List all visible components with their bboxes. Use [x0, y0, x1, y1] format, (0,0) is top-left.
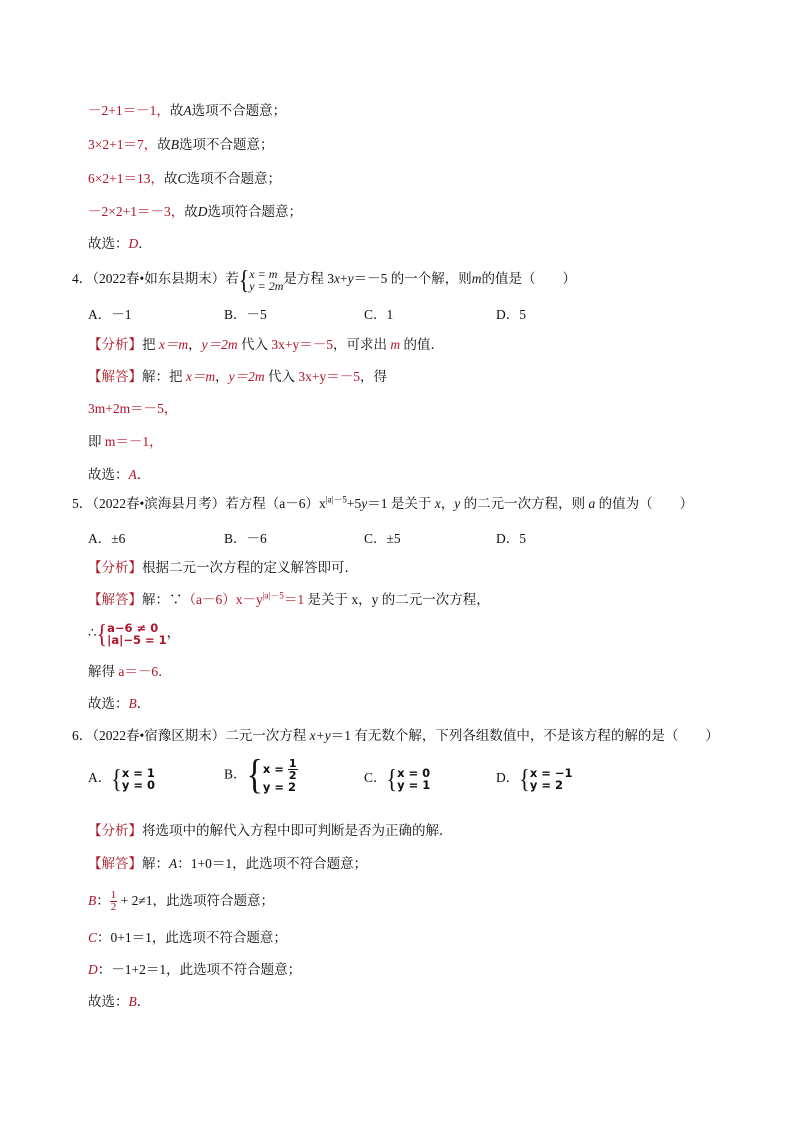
option-d [496, 763, 573, 794]
equation: 3x+y＝－5 [271, 337, 333, 352]
brace: { [386, 763, 398, 794]
q5-answer [88, 695, 150, 713]
option-b: B．－5 [224, 307, 267, 322]
y: y [361, 496, 368, 511]
mid: 代入 [264, 369, 299, 384]
m: m [390, 337, 401, 352]
q4-step2 [88, 433, 163, 451]
expr: －2×2+1＝－3， [88, 204, 185, 219]
expr: －2+1＝－1， [88, 103, 170, 118]
mid: 是方程 3 [283, 271, 335, 287]
q3-step-d [88, 203, 302, 221]
end: ，得 [360, 369, 387, 384]
rows [107, 622, 166, 646]
tail: 选项符合题意； [207, 204, 302, 219]
y: y [347, 271, 354, 287]
q6-analysis [88, 822, 453, 840]
head: 4．（2022春•如东县期末）若 [72, 271, 239, 287]
exponent: |a|－5 [325, 494, 347, 505]
rows [249, 268, 283, 292]
comma: ， [188, 337, 202, 352]
value: a＝－6． [118, 664, 172, 679]
eq: x+y [309, 728, 331, 743]
brace: { [111, 763, 122, 794]
denominator: 2 [110, 901, 117, 914]
option-a: A．－1 [88, 307, 132, 322]
row1: x = 1 [121, 765, 155, 780]
opt: C [177, 171, 187, 186]
period: ． [136, 696, 151, 711]
gu: 故 [184, 204, 198, 219]
end: ，可求出 [333, 337, 391, 352]
y2m: y＝2m [201, 337, 238, 352]
expr: 3×2+1＝7， [88, 137, 158, 152]
text-d: ：－1+2＝1，此选项不符合题意； [97, 962, 302, 977]
label-b: B [88, 893, 97, 908]
q6-solution [88, 855, 367, 873]
option-c: C．1 [364, 307, 394, 322]
label: D． [496, 770, 520, 785]
q4-solution [88, 368, 387, 386]
rest: ＝1 有无数个解，下列各组数值中，不是该方程的解的是（ ） [330, 728, 719, 743]
tail: 选项不合题意； [191, 103, 287, 118]
row1: a−6 ≠ 0 [107, 620, 159, 635]
comma: ， [215, 369, 229, 384]
row1: x = 0 [397, 765, 431, 780]
pre: 解： [142, 856, 169, 871]
pre: 把 [142, 337, 159, 352]
mid: 代入 [237, 337, 272, 352]
solution-tag: 【解答】 [88, 592, 142, 607]
q6-answer [88, 993, 150, 1011]
q5-conditions [88, 619, 180, 647]
analysis: 根据二元一次方程的定义解答即可． [142, 560, 358, 575]
opt: D [197, 204, 208, 219]
end: ， [166, 625, 181, 640]
q4-options [88, 303, 688, 321]
solution-tag: 【解答】 [88, 856, 142, 871]
numerator: 1 [110, 889, 117, 902]
text-b: + 2≠1，此选项符合题意； [117, 893, 275, 908]
row2: |a|−5 = 1 [107, 632, 167, 647]
q3-step-a [88, 102, 286, 120]
choose: 故选： [88, 696, 129, 711]
system [386, 763, 431, 794]
q4-analysis [88, 336, 444, 354]
tail: 是关于 x，y 的二元一次方程， [307, 592, 490, 607]
a: a [588, 496, 596, 511]
tail: 的值． [400, 337, 444, 352]
m: m [471, 271, 482, 287]
system-of-equations [238, 264, 284, 295]
row2: y = 2m [249, 279, 284, 293]
end: 的值为（ ） [595, 496, 694, 511]
mid: +5 [346, 496, 362, 511]
label-d: D [88, 962, 98, 977]
system [519, 763, 573, 794]
xm: x＝m [185, 369, 216, 384]
brace: { [519, 763, 530, 794]
choose: 故选： [88, 236, 129, 251]
y2m: y＝2m [228, 369, 265, 384]
brace: { [96, 618, 108, 649]
row2: y = 2 [529, 777, 563, 792]
analysis: 将选项中的解代入方程中即可判断是否为正确的解． [142, 823, 453, 838]
q6-question [72, 727, 719, 745]
pre: 解：把 [142, 369, 186, 384]
q6-step-d [88, 961, 301, 979]
q3-step-c [88, 170, 281, 188]
condition-system [96, 618, 167, 649]
option-b: B．－6 [224, 531, 267, 546]
end: 的值是（ ） [481, 271, 577, 287]
row1: x = −1 [529, 765, 573, 780]
tail: 的二元一次方程，则 [460, 496, 589, 511]
period: ． [136, 467, 151, 482]
row2: y = 1 [397, 777, 431, 792]
exponent: |a|－5 [262, 590, 284, 601]
tail: 选项不合题意； [186, 171, 281, 186]
text-a: ：1+0＝1，此选项不符合题意； [177, 856, 368, 871]
row1 [263, 758, 298, 781]
q5-analysis [88, 559, 358, 577]
pre: 解得 [88, 664, 119, 679]
option-b [224, 752, 298, 798]
option-d: D．5 [496, 531, 526, 546]
equation: （a－6）x－y [182, 592, 263, 607]
x: x [434, 496, 441, 511]
label-c: C [88, 930, 98, 945]
q5-solution [88, 591, 490, 609]
row2: y = 2 [262, 780, 296, 794]
period: ． [136, 994, 151, 1009]
answer: A [128, 467, 137, 482]
xm: x＝m [158, 337, 189, 352]
q6-step-b [88, 888, 274, 914]
q3-step-b [88, 136, 273, 154]
q5-question [72, 495, 693, 513]
q4-question [72, 264, 577, 295]
text-c: ：0+1＝1，此选项不符合题意； [97, 930, 287, 945]
pre: 解：∵ [142, 592, 183, 607]
analysis-tag: 【分析】 [88, 560, 142, 575]
row1: x = m [249, 267, 278, 281]
comma: ， [440, 496, 455, 511]
head: 6．（2022春•宿豫区期末）二元一次方程 [72, 728, 310, 743]
option-d: D．5 [496, 307, 526, 322]
expr: 6×2+1＝13， [88, 171, 164, 186]
label: A． [88, 770, 112, 785]
brace: { [238, 264, 250, 295]
label: C． [364, 770, 387, 785]
opt: A [183, 103, 192, 118]
gu: 故 [157, 137, 171, 152]
analysis-tag: 【分析】 [88, 337, 142, 352]
equation: 3x+y＝－5 [298, 369, 360, 384]
choose: 故选： [88, 467, 129, 482]
brace: { [246, 752, 263, 798]
denominator: 2 [288, 769, 297, 782]
tail: 选项不合题意； [178, 137, 274, 152]
rest: ＝1 是关于 [367, 496, 435, 511]
q6-step-c [88, 929, 287, 947]
solution-tag: 【解答】 [88, 369, 142, 384]
x: x [334, 271, 341, 287]
colon: ： [96, 893, 110, 908]
numerator: 1 [288, 757, 297, 770]
value: m＝－1， [104, 434, 163, 449]
rows [263, 758, 298, 793]
pre: 即 [88, 434, 105, 449]
system [111, 763, 155, 794]
plus: + [340, 271, 348, 287]
analysis-tag: 【分析】 [88, 823, 142, 838]
answer: D [128, 236, 139, 251]
system [246, 752, 298, 798]
q3-answer [88, 235, 152, 253]
answer: B [128, 696, 137, 711]
choose: 故选： [88, 994, 129, 1009]
q6-options [88, 752, 688, 802]
rest: ＝－5 的一个解，则 [353, 271, 472, 287]
opt: B [170, 137, 179, 152]
label: B． [224, 766, 247, 782]
q4-answer [88, 466, 150, 484]
y2: y [454, 496, 461, 511]
rows [122, 767, 155, 791]
q4-step1: 3m+2m＝－5， [88, 401, 178, 416]
x-eq: x = [262, 762, 284, 776]
row2: y = 0 [121, 777, 155, 792]
label-a: A [169, 856, 178, 871]
q5-solve [88, 663, 172, 681]
q5-options [88, 527, 688, 545]
option-a [88, 763, 155, 794]
rhs: ＝1 [283, 592, 308, 607]
therefore: ∴ [88, 625, 97, 640]
fraction [288, 758, 298, 781]
rows [530, 767, 573, 791]
gu: 故 [163, 171, 178, 186]
gu: 故 [169, 103, 184, 118]
rows [397, 767, 430, 791]
answer: B [128, 994, 137, 1009]
head: 5．（2022春•滨海县月考）若方程（a－6）x [72, 496, 326, 511]
period: ． [138, 236, 152, 251]
option-c [364, 763, 431, 794]
option-a: A．±6 [88, 531, 126, 546]
option-c: C．±5 [364, 531, 401, 546]
